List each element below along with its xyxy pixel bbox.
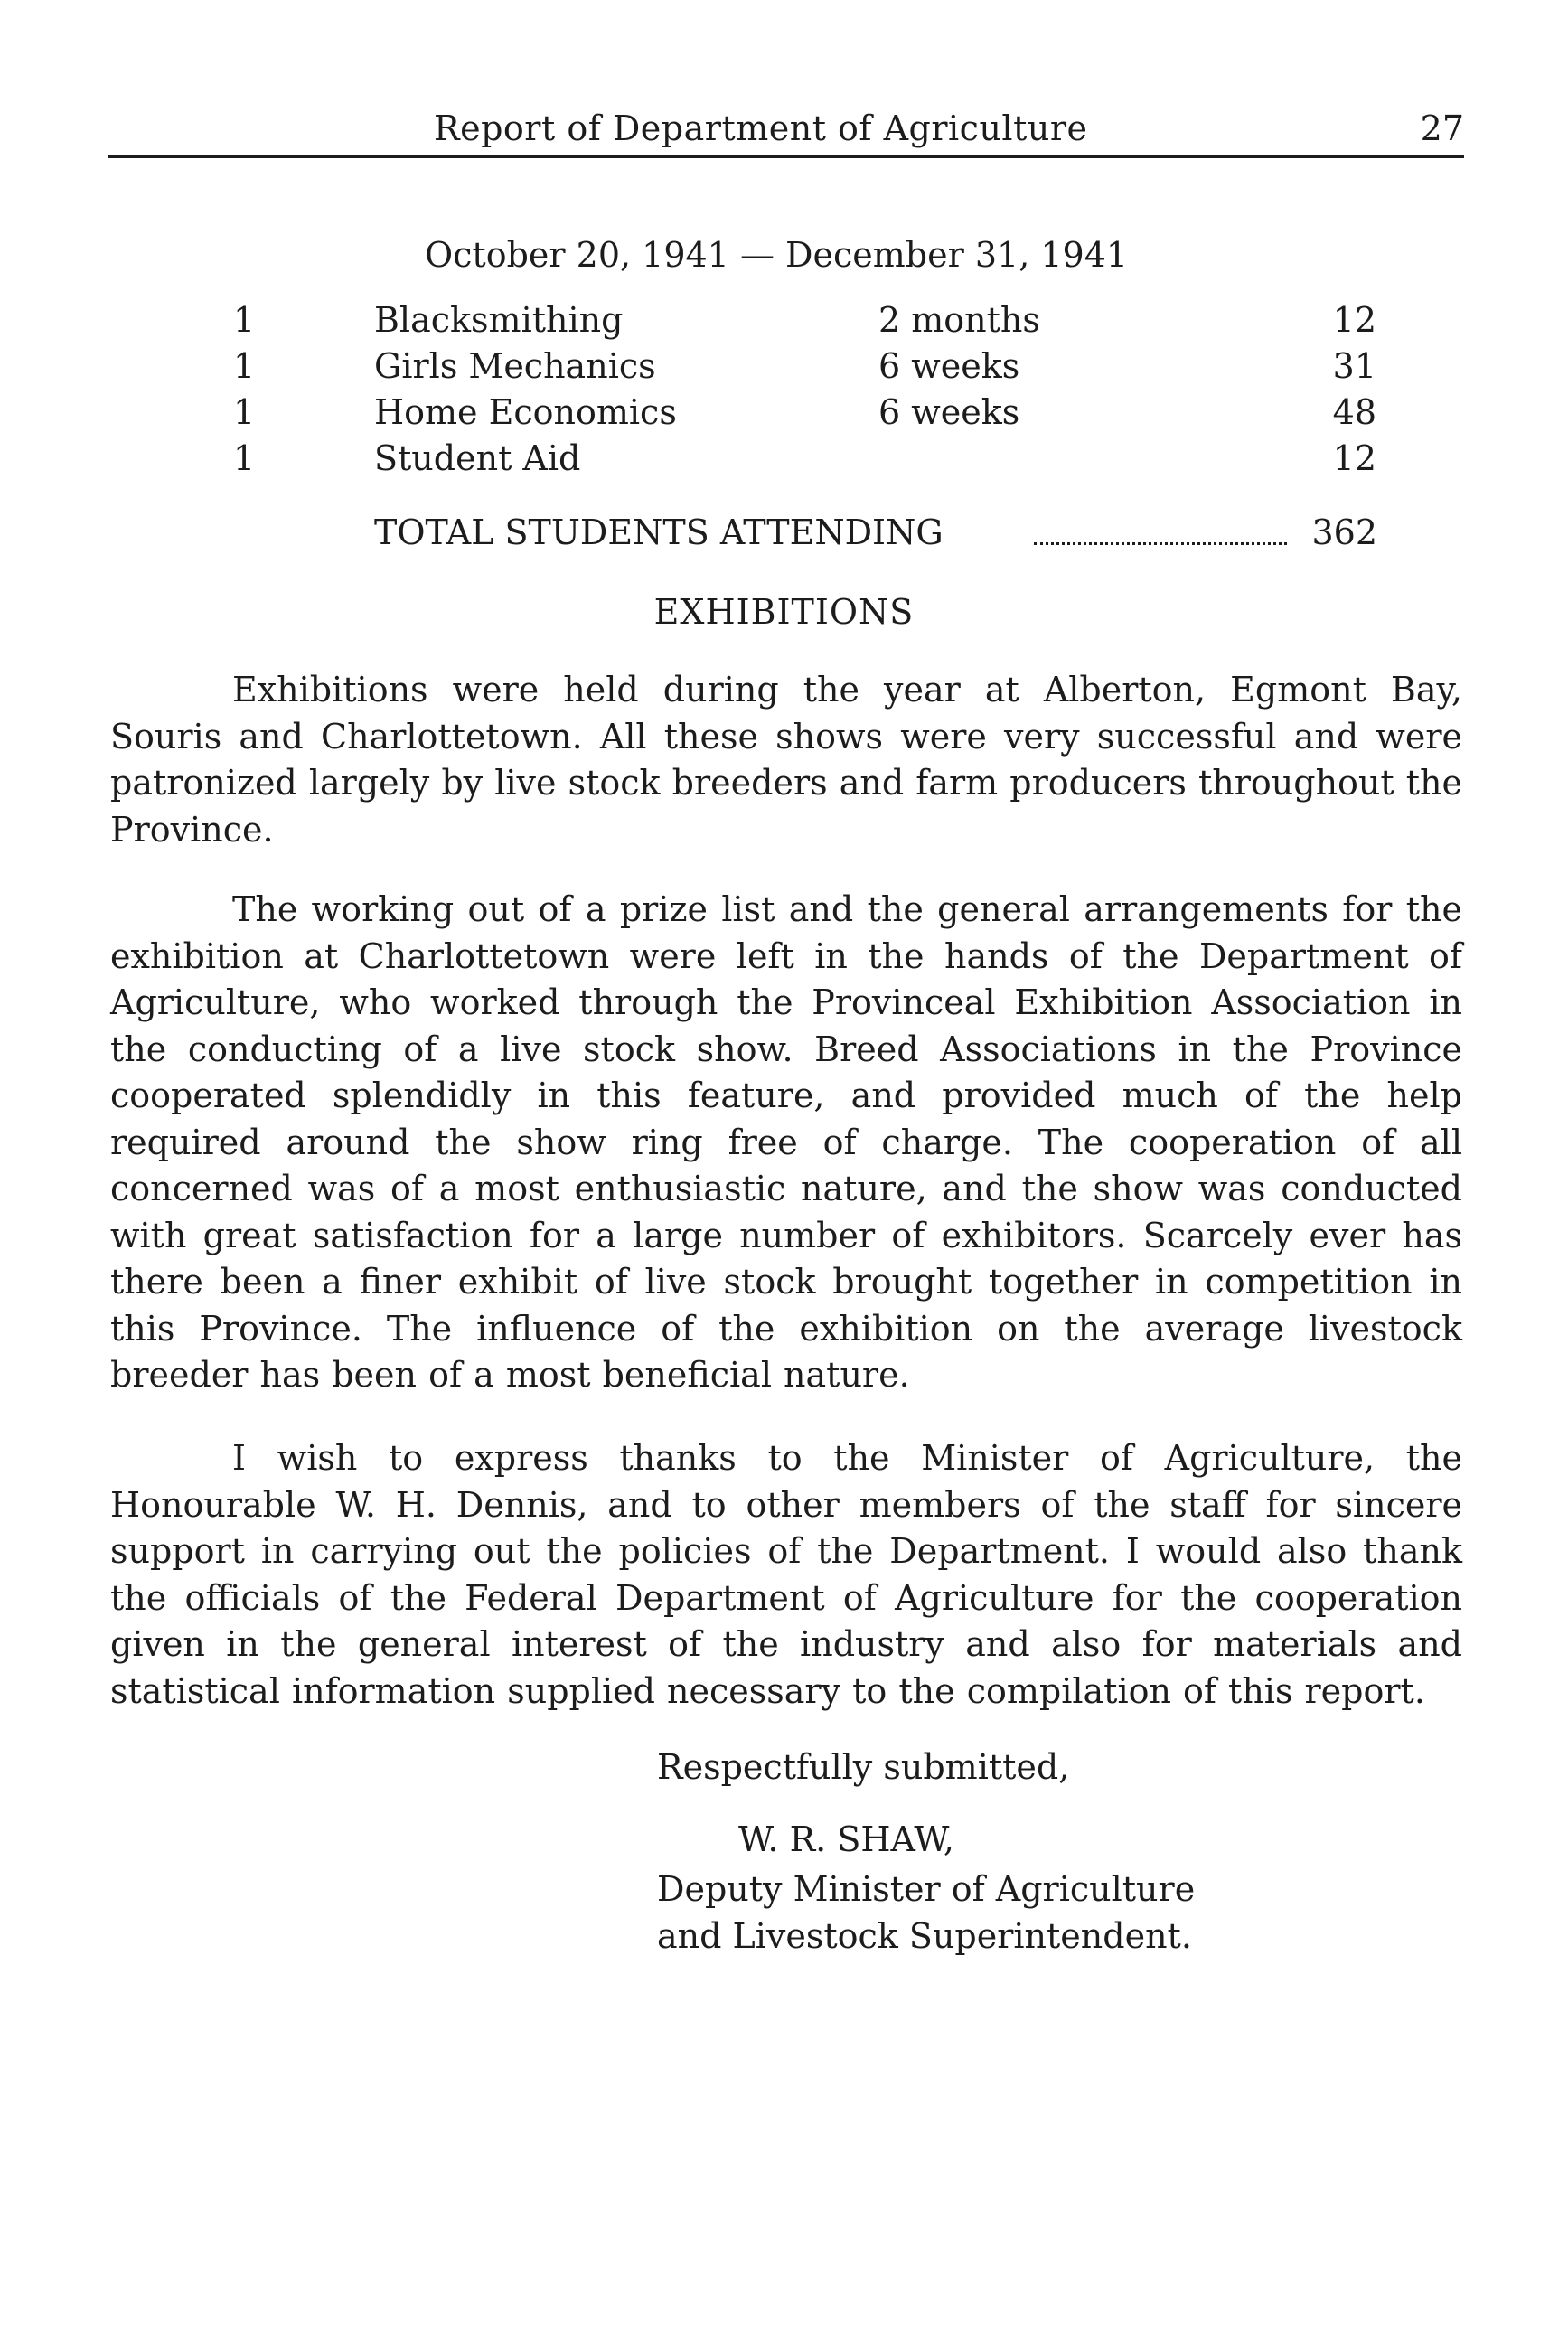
course-students: 31 bbox=[1332, 346, 1376, 386]
page-number: 27 bbox=[1420, 108, 1464, 148]
course-period-heading: October 20, 1941 — December 31, 1941 bbox=[425, 235, 1129, 275]
signature-closing: Respectfully submitted, bbox=[657, 1747, 1070, 1787]
course-name: Blacksmithing bbox=[374, 300, 624, 340]
course-name: Student Aid bbox=[374, 438, 581, 478]
course-row bbox=[0, 300, 1568, 345]
course-students: 48 bbox=[1332, 392, 1376, 432]
course-name: Home Economics bbox=[374, 392, 677, 432]
dot-leader bbox=[1034, 542, 1287, 545]
course-name: Girls Mechanics bbox=[374, 346, 656, 386]
course-students: 12 bbox=[1332, 300, 1376, 340]
total-label: TOTAL STUDENTS ATTENDING bbox=[374, 512, 944, 552]
course-duration: 6 weeks bbox=[878, 346, 1020, 386]
course-count: 1 bbox=[233, 392, 256, 432]
course-count: 1 bbox=[233, 438, 256, 478]
course-count: 1 bbox=[233, 300, 256, 340]
paragraph: The working out of a prize list and the general arrangements for the exhibition at Charlottetown were left in the hands of the Department of Agriculture, who worked through the Provinceal Exhibition Association in the conducting of a live stock show. Breed Associations in the Province cooperated splendidly in this feature, and provided much of the help required around the show ring free of charge. The cooperation of all concerned was of a most enthusiastic nature, and the show was conducted with great satisfaction for a large number of exhibitors. Scarcely ever has there been a finer exhibit of live stock brought together in competition in this Province. The influence of the exhibition on the average livestock breeder has been of a most beneficial nature. bbox=[110, 889, 1462, 1395]
paragraph: I wish to express thanks to the Minister of Agriculture, the Honourable W. H. Dennis, and to other members of the staff for sincere support in carrying out the policies of the Department. I would also thank the officials of the Federal Department of Agriculture for the cooperation given in the general interest of the industry and also for materials and statistical information supplied necessary to the compilation of this report. bbox=[110, 1438, 1462, 1711]
course-count: 1 bbox=[233, 346, 256, 386]
course-row bbox=[0, 346, 1568, 391]
course-row bbox=[0, 438, 1568, 484]
signatory-title: Deputy Minister of Agriculture bbox=[657, 1869, 1196, 1909]
header-rule bbox=[108, 155, 1464, 158]
total-value: 362 bbox=[1311, 512, 1377, 552]
course-students: 12 bbox=[1332, 438, 1376, 478]
section-heading-exhibitions: EXHIBITIONS bbox=[653, 592, 915, 632]
course-duration: 2 months bbox=[878, 300, 1040, 340]
course-row bbox=[0, 392, 1568, 437]
signatory-name: W. R. SHAW, bbox=[738, 1819, 954, 1859]
signatory-title: and Livestock Superintendent. bbox=[657, 1916, 1192, 1956]
running-header-title: Report of Department of Agriculture bbox=[434, 108, 1088, 148]
course-duration: 6 weeks bbox=[878, 392, 1020, 432]
paragraph: Exhibitions were held during the year at Alberton, Egmont Bay, Souris and Charlottetown. All these shows were very successful and were patronized largely by live stock breeders and farm producers throughout the Province. bbox=[110, 670, 1462, 850]
